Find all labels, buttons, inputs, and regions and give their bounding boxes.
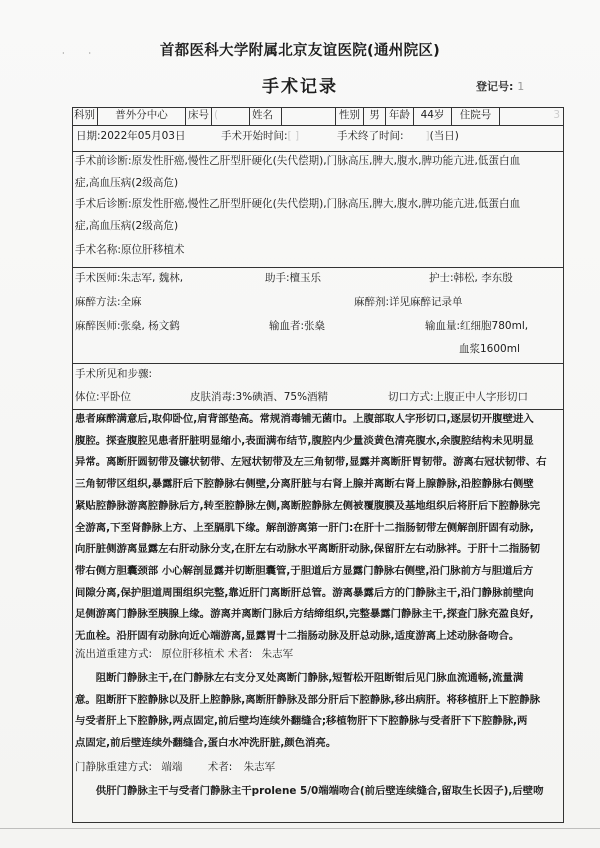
narrative-line: 无血栓。沿肝固有动脉向近心端游离,显露胃十二指肠动脉及肝总动脉,适度游离上述动脉备吻合。: [75, 630, 520, 643]
inpatient-label: 住院号: [452, 107, 500, 125]
narrative-line: 与受者肝上下腔静脉,两点固定,前后壁均连续外翻缝合;移植物肝下下腔静脉与受者肝下下腔静脉,两: [75, 715, 528, 728]
anesthesia-method-field: [75, 294, 142, 309]
narrative-line: 腹腔。探查腹腔见患者肝脏明显缩小,表面满布结节,腹腔内少量淡黄色清亮腹水,余腹腔结构未见明显: [75, 434, 534, 447]
anesthesiologist-value: 张燊, 杨文鹤: [120, 320, 180, 332]
anesthesiologist-label: 麻醉医师:: [75, 320, 121, 332]
surgery-name: [75, 240, 563, 262]
sex-label: 性别: [336, 107, 364, 125]
narrative-line: 意。阻断肝下腔静脉以及肝上腔静脉,离断肝静脉及部分肝后下腔静脉,移出病肝。将移植肝上下腔静脉: [75, 693, 541, 706]
narrative-line: 患者麻醉满意后,取仰卧位,肩背部垫高。常规消毒铺无菌巾。上腹部取人字形切口,逐层切开腹壁进入: [75, 413, 534, 425]
start-time-label: 手术开始时间:: [221, 130, 288, 142]
divider: [72, 125, 564, 126]
scan-marks: ··: [62, 49, 116, 58]
document-title: 手术记录: [262, 77, 338, 97]
outflow-label: 流出道重建方式:: [75, 648, 153, 660]
end-time-value: ]: [425, 130, 430, 142]
incision-label: 切口方式:: [388, 391, 434, 403]
transfusion-field: [425, 318, 528, 333]
portal-value: 端端: [161, 761, 183, 773]
registration-number: [476, 78, 524, 94]
patient-info-row: [72, 107, 564, 125]
hospital-name: 首都医科大学附属北京友谊医院(通州院区): [159, 43, 441, 59]
nurse-field: [429, 270, 513, 285]
divider: [72, 363, 564, 364]
narrative-line: 点固定,前后壁连续外翻缝合,蛋白水冲洗肝脏,颜色消亮。: [75, 737, 337, 750]
procedure-narrative: [75, 409, 563, 648]
name-label: 姓名: [250, 107, 282, 125]
end-time-label: 手术终了时间:: [337, 130, 404, 142]
assistant-label: 助手:: [265, 272, 290, 284]
position-value: 平卧位: [99, 391, 132, 403]
narrative-line: 全游离,下至肾静脉上方、上至膈肌下缘。解剖游离第一肝门:在肝十二指肠韧带左侧解剖肝固有动脉,: [75, 521, 534, 534]
scan-edge-line: [0, 828, 600, 829]
post-op-line2: 症,高血压病(2级高危): [75, 219, 179, 232]
transfuser-field: [269, 318, 325, 333]
narrative-line: 间隙分离,保护胆道周围组织完整,靠近肝门离断肝总管。游离暴露后方的门静脉主干,沿门静脉前壁向: [75, 586, 534, 599]
skin-disinfection-field: [190, 389, 328, 404]
nurse-value: 韩松, 李东殷: [453, 272, 513, 284]
pre-op-line1: 原发性肝癌,慢性乙肝型肝硬化(失代偿期),门脉高压,脾大,腹水,脾功能亢进,低蛋白血: [131, 155, 521, 167]
assistant-field: [265, 270, 321, 285]
inpatient-value: 3: [553, 109, 560, 121]
anesthetic-value: 详见麻醉记录单: [389, 296, 463, 308]
start-time-value: [ ]: [287, 130, 300, 142]
incision-value: 上腹正中人字形切口: [433, 391, 529, 403]
assistant-value: 檀玉乐: [289, 272, 322, 284]
position-label: 体位:: [75, 391, 100, 403]
narrative-line: 异常。离断肝圆韧带及镰状韧带、左冠状韧带及左三角韧带,显露并离断肝胃韧带。游离右冠状韧带、右: [75, 456, 547, 469]
incision-field: [388, 389, 528, 404]
skin-disinfection-value: 3%碘酒、75%酒精: [235, 391, 329, 403]
bed-label: 床号: [186, 107, 212, 125]
transfuser-value: 张燊: [304, 320, 326, 332]
registration-label: 登记号:: [476, 80, 514, 93]
procedure-section-label: 手术所见和步骤:: [75, 368, 153, 380]
portal-surgeon-value: 朱志军: [243, 761, 276, 773]
transfusion-value-plasma: 血浆1600ml: [459, 343, 520, 355]
date-label: 日期:: [76, 130, 101, 142]
nurse-label: 护士:: [429, 272, 454, 284]
name-value: [282, 107, 336, 125]
bed-value: (: [212, 107, 250, 125]
portal-narrative: 供肝门静脉主干与受者门静脉主干prolene 5/0端端吻合(前后壁连续缝合,留取生长因子),后壁吻: [75, 785, 544, 797]
portal-label: 门静脉重建方式:: [75, 761, 153, 773]
pre-op-line2: 症,高血压病(2级高危): [75, 176, 179, 189]
surgery-name-label: 手术名称:: [75, 244, 121, 256]
date-field: [76, 128, 186, 143]
surgeon-value: 朱志军, 魏林,: [120, 272, 184, 284]
end-time-field: [337, 128, 459, 143]
outflow-surgeon-label: 术者:: [227, 648, 253, 660]
sex-value: 男: [364, 107, 386, 125]
narrative-line: 阻断门静脉主干,在门静脉左右支分叉处离断门静脉,短暂松开阻断钳后见门脉血流通畅,流量满: [75, 672, 524, 684]
transfusion-label: 输血量:: [425, 320, 461, 332]
anesthesia-method-value: 全麻: [120, 296, 142, 308]
outflow-surgeon-value: 朱志军: [261, 648, 294, 660]
post-op-diagnosis: [75, 194, 563, 237]
surgeon-label: 手术医师:: [75, 272, 121, 284]
end-time-suffix: (当日): [429, 130, 459, 142]
post-op-line1: 原发性肝癌,慢性乙肝型肝硬化(失代偿期),门脉高压,脾大,腹水,脾功能亢进,低蛋白血: [131, 198, 521, 210]
narrative-line: 紧贴腔静脉游离腔静脉后方,转至腔静脉左侧,离断腔静脉左侧被覆腹膜及基地组织后将肝后下腔静脉完: [75, 499, 541, 512]
transfuser-label: 输血者:: [269, 320, 305, 332]
anesthesiologist-field: [75, 318, 180, 333]
position-field: [75, 389, 131, 404]
transfusion-value-rbc: 红细胞780ml,: [460, 320, 529, 332]
anesthetic-label: 麻醉剂:: [354, 296, 390, 308]
post-op-label: 手术后诊断:: [75, 198, 132, 210]
department-value: 普外分中心: [98, 107, 186, 125]
registration-value: 1: [517, 80, 525, 93]
portal-reconstruction: [75, 759, 275, 774]
narrative-line: 足侧游离门静脉至胰腺上缘。游离并离断门脉后方结缔组织,完整暴露门静脉主干,探查门脉充盈良好,: [75, 608, 534, 621]
portal-surgeon-label: 术者:: [207, 761, 233, 773]
outflow-value: 原位肝移植术: [161, 648, 225, 660]
skin-disinfection-label: 皮肤消毒:: [190, 391, 236, 403]
anesthesia-method-label: 麻醉方法:: [75, 296, 121, 308]
pre-op-diagnosis: [75, 151, 563, 194]
surgeon-field: [75, 270, 183, 285]
narrative-line: 向肝脏侧游离显露左右肝动脉分支,在肝左右动脉水平离断肝动脉,保留肝左右动脉袢。于肝十二指肠韧: [75, 543, 541, 556]
narrative-line: 带右侧方胆囊颈部 小心解剖显露并切断胆囊管,于胆道后方显露门静脉右侧壁,沿门脉前方与胆道后方: [75, 564, 534, 577]
narrative-line: 三角韧带区组织,暴露肝后下腔静脉右侧壁,分离肝脏与右肾上腺并离断右肾上腺静脉,沿腔静脉右侧壁: [75, 478, 534, 491]
department-label: 科别: [72, 107, 98, 125]
start-time-field: [221, 128, 299, 143]
outflow-reconstruction: [75, 646, 293, 661]
divider: [72, 267, 564, 268]
pre-op-label: 手术前诊断:: [75, 155, 132, 167]
surgery-name-value: 原位肝移植术: [120, 244, 185, 256]
age-label: 年龄: [386, 107, 414, 125]
anesthetic-field: [354, 294, 463, 309]
date-value: 2022年05月03日: [100, 130, 186, 142]
outflow-narrative: [75, 668, 563, 755]
age-value: 44岁: [414, 107, 452, 125]
